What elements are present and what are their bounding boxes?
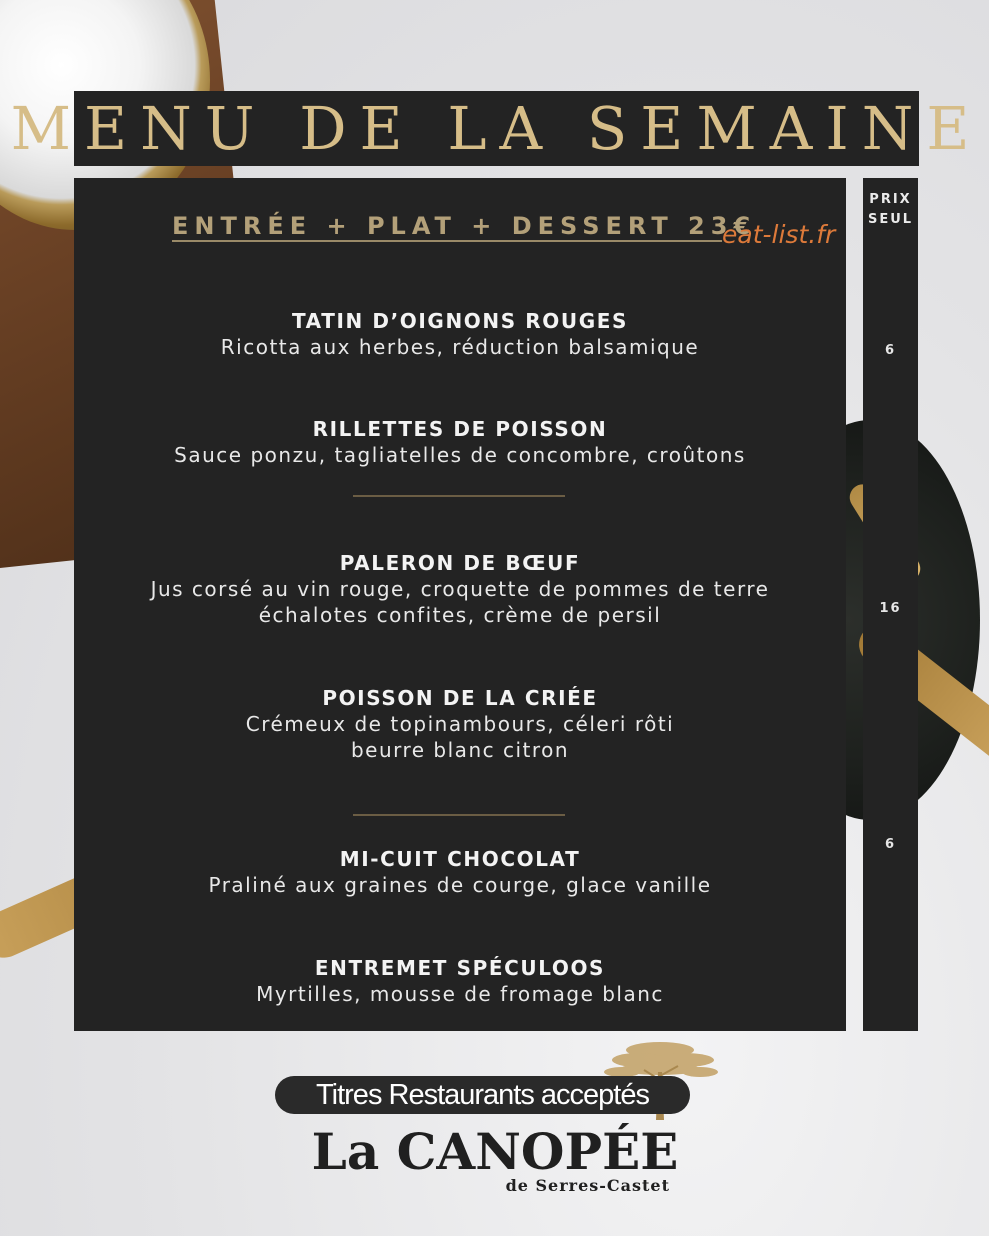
dish-description: Praliné aux graines de courge, glace vanille bbox=[208, 873, 712, 897]
price-starter: 6 bbox=[884, 343, 897, 358]
dish-dessert-1 bbox=[74, 846, 846, 898]
price-header-line: SEUL bbox=[867, 212, 914, 227]
page-title: MENU DE LA SEMAINE bbox=[10, 94, 983, 163]
dish-name: PALERON DE BŒUF bbox=[339, 551, 581, 575]
price-dessert: 6 bbox=[884, 837, 897, 852]
dish-name: TATIN D’OIGNONS ROUGES bbox=[291, 309, 629, 333]
dish-description: Crémeux de topinambours, céleri rôti bbox=[245, 712, 675, 736]
dish-name: ENTREMET SPÉCULOOS bbox=[314, 956, 606, 980]
dish-name: RILLETTES DE POISSON bbox=[312, 417, 608, 441]
price-header-line: PRIX bbox=[869, 192, 912, 207]
dish-name: MI-CUIT CHOCOLAT bbox=[339, 847, 581, 871]
dish-description: beurre blanc citron bbox=[350, 738, 570, 762]
brand-location: de Serres-Castet bbox=[505, 1176, 670, 1195]
dish-name: POISSON DE LA CRIÉE bbox=[322, 686, 598, 710]
price-main: 16 bbox=[879, 601, 902, 616]
dish-starter-2 bbox=[74, 416, 846, 468]
dish-description: Sauce ponzu, tagliatelles de concombre, croûtons bbox=[174, 443, 746, 467]
brand-name: La CANOPÉE bbox=[311, 1122, 679, 1181]
dish-dessert-2 bbox=[74, 955, 846, 1007]
dish-description: Myrtilles, mousse de fromage blanc bbox=[256, 982, 664, 1006]
price-column bbox=[863, 178, 918, 1031]
menu-panel bbox=[74, 178, 846, 1031]
meal-voucher-badge bbox=[275, 1076, 690, 1114]
dish-description: Ricotta aux herbes, réduction balsamique bbox=[220, 335, 700, 359]
dish-description: échalotes confites, crème de persil bbox=[258, 603, 662, 627]
meal-voucher-text: Titres Restaurants acceptés bbox=[316, 1078, 649, 1111]
dish-main-1 bbox=[74, 550, 846, 628]
dish-main-2 bbox=[74, 685, 846, 763]
restaurant-logo bbox=[260, 1036, 730, 1206]
title-banner bbox=[10, 91, 983, 166]
formula-price: ENTRÉE + PLAT + DESSERT 23€ bbox=[172, 212, 757, 240]
price-header bbox=[863, 190, 918, 230]
section-divider bbox=[353, 814, 565, 816]
dish-description: Jus corsé au vin rouge, croquette de pommes de terre bbox=[150, 577, 770, 601]
section-divider bbox=[353, 495, 565, 497]
watermark-link[interactable]: eat-list.fr bbox=[722, 220, 836, 249]
dish-starter-1 bbox=[74, 308, 846, 360]
formula-underline bbox=[172, 240, 722, 242]
